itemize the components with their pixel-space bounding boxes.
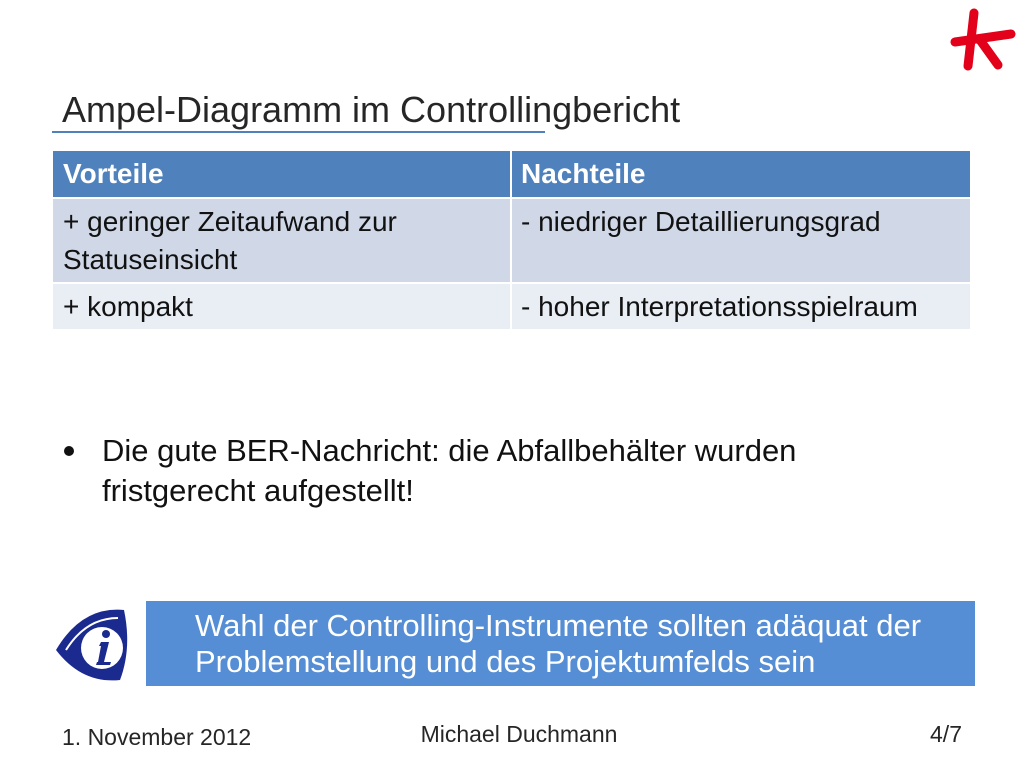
pros-cons-table <box>53 151 970 329</box>
red-asterisk-logo <box>950 8 1016 72</box>
info-box-text: Wahl der Controlling-Instrumente sollten adäquat der Problemstellung und des Projektumfelds sein <box>195 608 922 679</box>
info-eye-icon <box>52 604 132 684</box>
table-cell: + kompakt <box>53 284 510 329</box>
title-underline <box>52 131 545 133</box>
footer-date: 1. November 2012 <box>62 724 252 750</box>
info-box <box>146 601 975 686</box>
table-cell: - hoher Interpretationsspielraum <box>512 284 970 329</box>
bullet-list <box>62 431 862 511</box>
table-header-nachteile: Nachteile <box>512 151 970 197</box>
table-cell: + geringer Zeitaufwand zur Statuseinsicht <box>53 199 510 282</box>
table-cell: - niedriger Detaillierungsgrad <box>512 199 970 282</box>
bullet-marker <box>62 431 102 471</box>
bullet-text: Die gute BER-Nachricht: die Abfallbehälter wurden fristgerecht aufgestellt! <box>102 433 797 508</box>
table-header-vorteile: Vorteile <box>53 151 510 197</box>
list-item <box>62 431 862 511</box>
footer-author: Michael Duchmann <box>420 721 618 747</box>
footer-page-number: 4/7 <box>930 721 962 747</box>
slide-title: Ampel-Diagramm im Controllingbericht <box>62 89 681 130</box>
